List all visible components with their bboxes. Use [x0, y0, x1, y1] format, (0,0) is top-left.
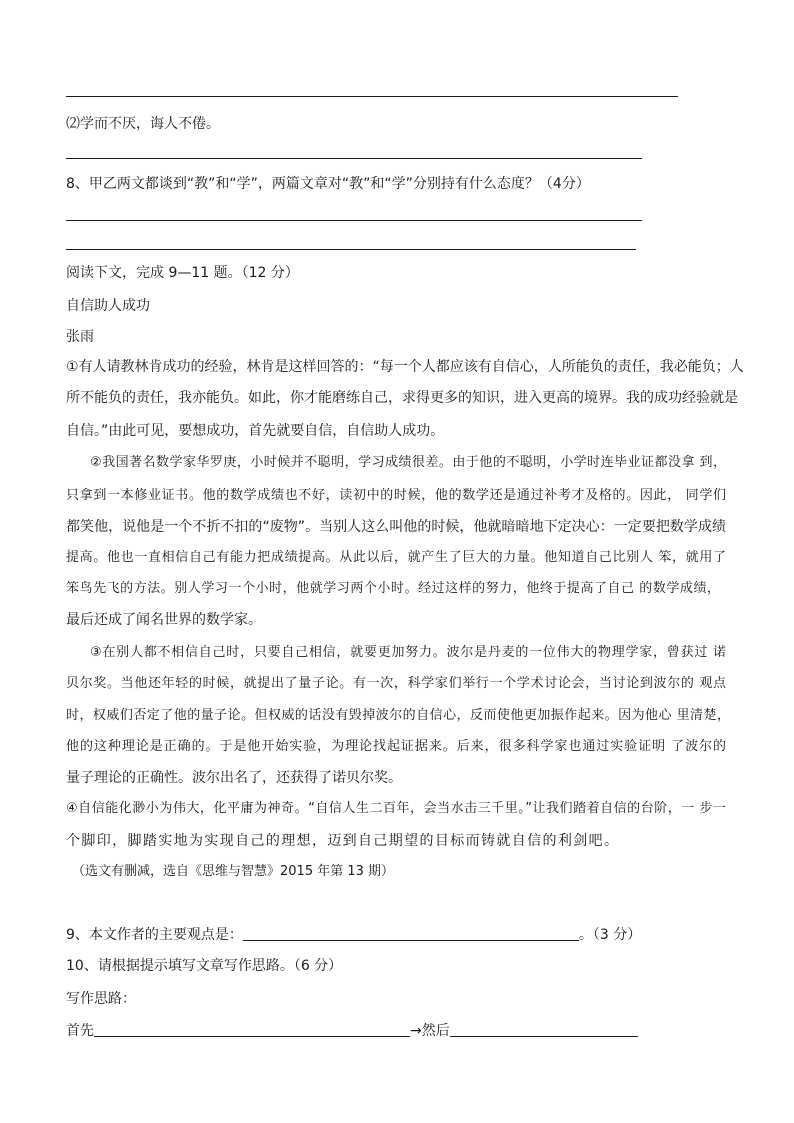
- paragraph-2-line: 只拿到一本修业证书。他的数学成绩也不好，读初中的时候，他的数学还是通过补考才及格的。因此， 同学们: [66, 488, 726, 503]
- answer-blank-then[interactable]: [450, 1022, 638, 1037]
- answer-line: [66, 249, 636, 250]
- question-8: 8、甲乙两文都谈到“教”和“学”，两篇文章对“教”和“学”分别持有什么态度？（4分）: [66, 176, 590, 192]
- outline-steps: [66, 1021, 638, 1041]
- paragraph-4-line: ④自信能化渺小为伟大，化平庸为神奇。“自信人生二百年，会当水击三千里。”让我们踏着自信的台阶，一 步一: [66, 801, 726, 816]
- paragraph-3-line: ③在别人都不相信自己时，只要自己相信，就要更加努力。波尔是丹麦的一位伟大的物理学家，曾获过 诺: [90, 645, 726, 660]
- answer-blank-first[interactable]: [94, 1022, 410, 1037]
- paragraph-1-line: ①有人请教林肯成功的经验，林肯是这样回答的：“每一个人都应该有自信心，人所能负的责任，我必能负；人: [66, 359, 744, 375]
- paragraph-3-line: 贝尔奖。当他还年轻的时候，就提出了量子论。有一次，科学家们举行一个学术讨论会，当讨论到波尔的 观点: [66, 676, 726, 691]
- paragraph-2-line: 都笑他，说他是一个不折不扣的“废物”。当别人这么叫他的时候，他就暗暗地下定决心：一定要把数学成绩: [66, 519, 726, 535]
- paragraph-2-line: 提高。他也一直相信自己有能力把成绩提高。从此以后，就产生了巨大的力量。他知道自己比别人 笨，就用了: [66, 550, 726, 565]
- answer-line: [66, 96, 678, 97]
- paragraph-1-line: 所不能负的责任，我亦能负。如此，你才能磨练自己，求得更多的知识，进入更高的境界。我的成功经验就是: [66, 390, 738, 406]
- paragraph-3-line: 时，权威们否定了他的量子论。但权威的话没有毁掉波尔的自信心，反而使他更加振作起来。因为他心 里清楚，: [66, 708, 730, 723]
- question-9: [66, 925, 641, 945]
- article-author: 张雨: [66, 329, 94, 345]
- answer-line: [66, 220, 642, 221]
- paragraph-2-line: ②我国著名数学家华罗庚，小时候并不聪明，学习成绩很差。由于他的不聪明，小学时连毕业证都没拿 到，: [90, 455, 726, 470]
- then-label: →然后: [410, 1023, 450, 1039]
- paragraph-2-line: 最后还成了闻名世界的数学家。: [66, 612, 262, 628]
- question-9-prefix: 9、本文作者的主要观点是：: [66, 927, 243, 943]
- question-10: 10、请根据提示填写文章写作思路。（6 分）: [66, 958, 343, 974]
- article-title: 自信助人成功: [66, 298, 150, 314]
- reading-instruction: 阅读下文，完成 9—11 题。（12 分）: [66, 265, 299, 281]
- paragraph-3-line: 他的这种理论是正确的。于是他开始实验，为理论找起证据来。后来，很多科学家也通过实验证明 了波尔的: [66, 739, 726, 754]
- paragraph-4-line: 个脚印，脚踏实地为实现自己的理想，迈到自己期望的目标而铸就自信的利剑吧。: [66, 833, 618, 849]
- writing-outline-label: 写作思路：: [66, 991, 136, 1007]
- paragraph-2-line: 笨鸟先飞的方法。别人学习一个小时，他就学习两个小时。经过这样的努力，他终于提高了自己 的数学成绩，: [66, 581, 720, 596]
- question-7-item-2: ⑵学而不厌，诲人不倦。: [66, 116, 220, 132]
- paragraph-3-line: 量子理论的正确性。波尔出名了，还获得了诺贝尔奖。: [66, 770, 402, 786]
- paragraph-1-line: 自信。”由此可见，要想成功，首先就要自信，自信助人成功。: [66, 423, 445, 439]
- answer-line: [66, 158, 642, 159]
- first-label: 首先: [66, 1023, 94, 1039]
- question-9-suffix: 。（3 分）: [578, 927, 642, 943]
- answer-blank[interactable]: [243, 926, 579, 941]
- article-source: （选文有删减，选自《思维与智慧》2015 年第 13 期）: [72, 864, 395, 879]
